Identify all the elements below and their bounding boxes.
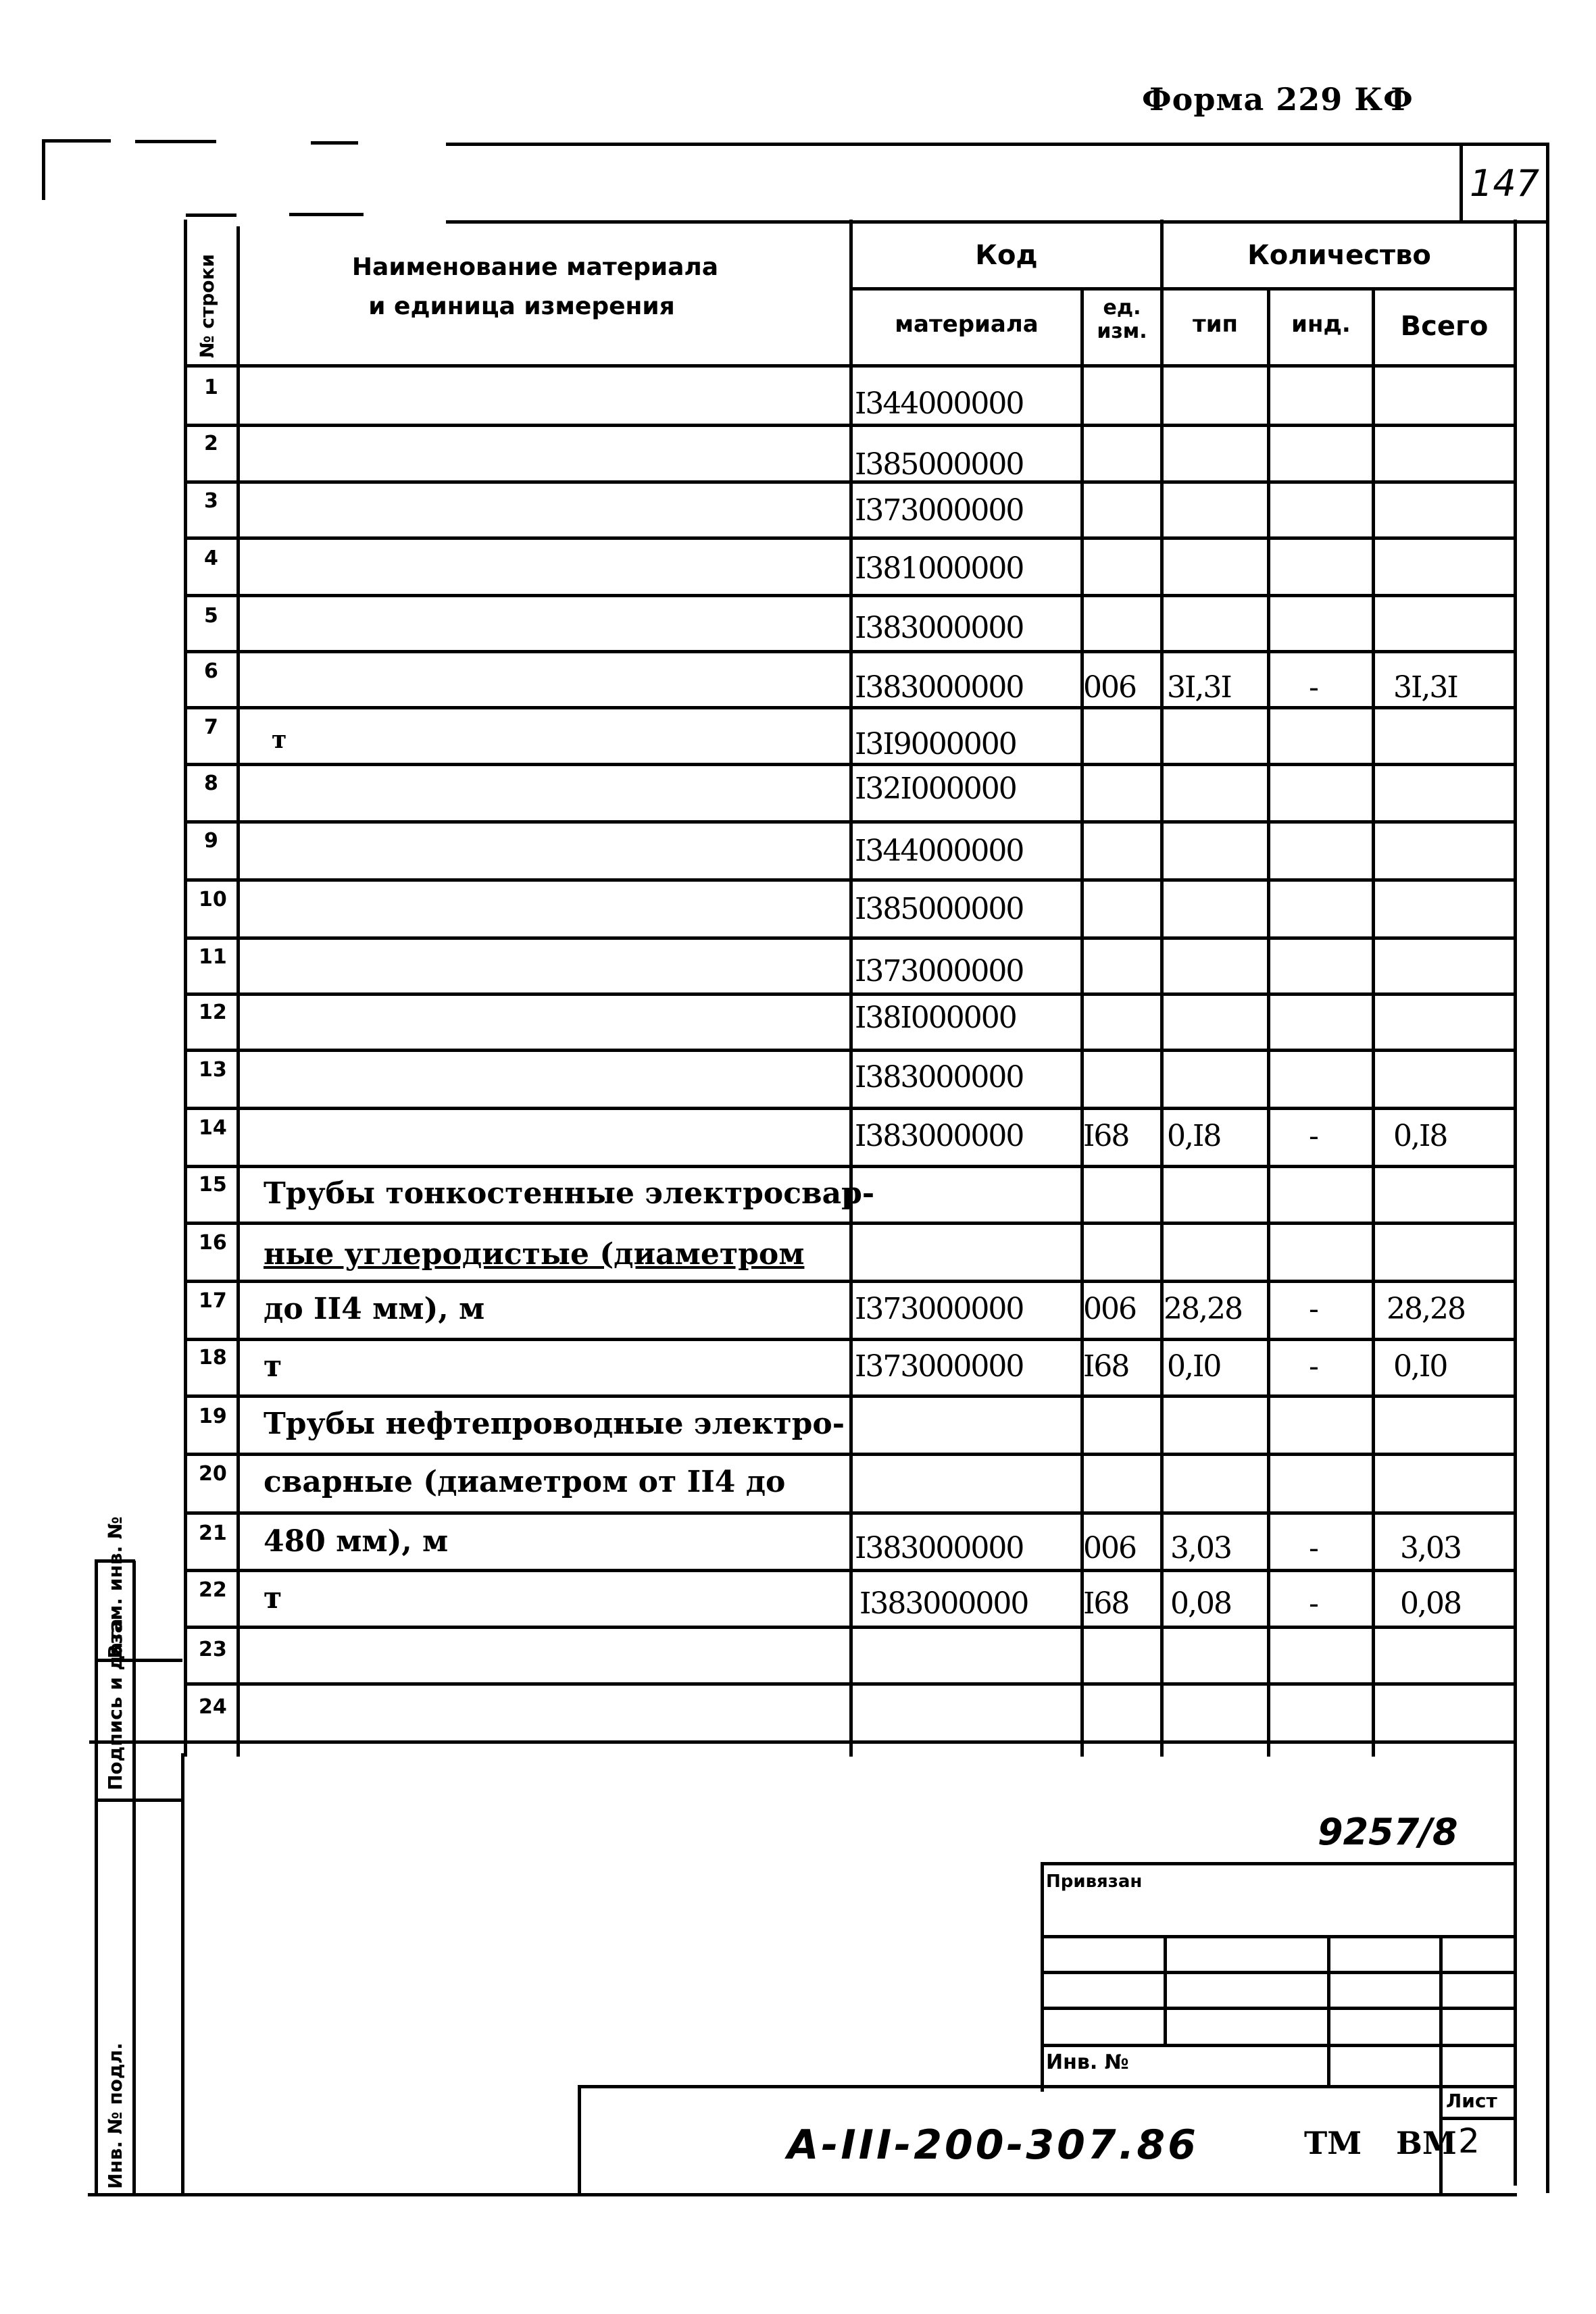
material-name: сварные (диаметром от II4 до [264,1465,786,1499]
row-sep [184,1511,1517,1515]
row-sep [184,1682,1517,1686]
qty-ind: - [1309,1292,1318,1326]
side-stamp-inner [132,1561,136,2196]
stamp-line-3 [1041,2007,1517,2010]
header-code-group: Код [975,240,1038,271]
row-number: 1 [204,376,218,399]
row-sep [184,1569,1517,1572]
material-code: I383000000 [859,1586,1028,1621]
outer-frame-top-segment-4 [446,143,1547,146]
row-sep [184,594,1517,597]
material-name: т [264,1349,282,1384]
row-number: 15 [199,1173,227,1197]
sheet-label-sep [1439,2117,1517,2120]
material-code: I383000000 [855,670,1024,705]
lower-frame-left [181,1753,184,2196]
qty-type: 0,08 [1170,1586,1231,1621]
row-number: 7 [204,715,218,739]
document-code: А-III-200-307.86 [787,2121,1199,2169]
unit-code: 006 [1083,670,1136,705]
row-sep [184,1107,1517,1110]
row-number: 10 [199,888,227,911]
signature-date-label: Подпись и дата [104,1618,126,1790]
row-number: 21 [199,1521,227,1545]
qty-ind: - [1309,1586,1318,1621]
row-sep [184,424,1517,427]
outer-frame-top-segment-2 [135,140,216,143]
row-sep [184,1338,1517,1341]
row-number: 6 [204,659,218,683]
qty-total: 3,03 [1400,1531,1461,1565]
section-vm: ВМ [1396,2125,1457,2161]
row-sep [184,1626,1517,1629]
row-number: 23 [199,1638,227,1661]
row-sep [184,992,1517,996]
material-code: I3I9000000 [855,727,1016,761]
side-stamp-outer-left [95,1561,98,2196]
row-number: 14 [199,1116,227,1140]
unit-code: I68 [1083,1586,1129,1621]
material-code: I381000000 [855,551,1024,586]
sheet-label: Лист [1446,2090,1497,2112]
material-name: т [272,726,287,754]
qty-ind: - [1309,1531,1318,1565]
row-sep [184,650,1517,653]
row-number: 11 [199,945,227,969]
material-code: I344000000 [855,386,1024,421]
row-number: 17 [199,1289,227,1313]
row-sep [184,1165,1517,1168]
material-code: I344000000 [855,834,1024,868]
material-code: I383000000 [855,1060,1024,1095]
row-number: 18 [199,1346,227,1369]
row-number: 4 [204,547,218,570]
qty-total: 0,I0 [1393,1349,1447,1384]
material-name: Трубы тонкостенные электросвар- [264,1176,875,1211]
row-sep [184,536,1517,540]
material-code: I373000000 [855,1349,1024,1384]
material-code: I32I000000 [855,772,1016,806]
qty-total: 0,I8 [1393,1119,1447,1153]
table-top-left [186,213,236,217]
outer-frame-top-segment-3 [311,141,358,145]
outer-frame-left [42,139,45,200]
row-number: 8 [204,772,218,795]
header-qty-group: Количество [1247,240,1431,271]
sheet-value: 2 [1458,2121,1480,2161]
outer-frame-right [1546,143,1549,2193]
stamp-col-2 [1327,1935,1330,2088]
stamp-top [1041,1862,1517,1865]
lower-frame-bottom [88,2193,1517,2196]
header-name-line1: Наименование материала [351,253,719,281]
stamp-line-1 [1041,1935,1517,1938]
qty-type: 0,I0 [1167,1349,1221,1384]
row-number: 5 [204,604,218,628]
material-code: I373000000 [855,493,1024,528]
header-row-number: № строки [196,253,218,358]
material-code: I373000000 [855,954,1024,988]
materials-table [184,220,1517,1760]
material-code: I383000000 [855,1531,1024,1565]
row-number: 3 [204,489,218,513]
unit-code: 006 [1083,1531,1136,1565]
stamp-col-1 [1164,1935,1167,2044]
unit-code: I68 [1083,1349,1129,1384]
title-box-left [578,2085,581,2196]
qty-ind: - [1309,670,1318,705]
row-sep [184,763,1517,766]
row-sep [184,1222,1517,1225]
row-sep [184,1394,1517,1398]
row-number: 2 [204,432,218,455]
qty-ind: - [1309,1349,1318,1384]
row-sep [89,1740,1517,1744]
qty-total: 0,08 [1400,1586,1461,1621]
row-number: 12 [199,1001,227,1024]
row-number: 13 [199,1058,227,1082]
form-label: Форма 229 КФ [1142,81,1414,118]
qty-total: 28,28 [1387,1292,1465,1326]
row-sep [184,878,1517,882]
section-tm: ТМ [1304,2125,1362,2161]
row-number: 19 [199,1405,227,1428]
row-number: 16 [199,1231,227,1255]
qty-ind: - [1309,1119,1318,1153]
qty-type: 0,I8 [1167,1119,1221,1153]
unit-code: I68 [1083,1119,1129,1153]
qty-type: 3,03 [1170,1531,1231,1565]
header-name-line2: и единица измерения [368,293,675,320]
material-code: I383000000 [855,611,1024,645]
table-body [184,368,1517,1759]
header-qty-total: Всего [1400,311,1489,342]
row-sep [184,706,1517,709]
row-sep [184,1453,1517,1456]
row-number: 20 [199,1462,227,1486]
qty-total: 3I,3I [1393,670,1457,705]
header-unit-2: изм. [1097,320,1147,343]
row-sep [184,820,1517,824]
material-name: 480 мм), м [264,1524,449,1559]
replaced-inv-label: Взам. инв. № [104,1516,126,1659]
unit-code: 006 [1083,1292,1136,1326]
bound-label: Привязан [1046,1871,1143,1892]
inv-number-label: Инв. № [1046,2051,1129,2074]
inv-original-label: Инв. № подл. [104,2042,126,2189]
row-number: 9 [204,829,218,853]
table-top-mid [289,213,364,216]
material-code: I385000000 [855,447,1024,482]
material-name: ные углеродистые (диаметром [264,1237,805,1272]
row-sep [184,1280,1517,1283]
header-code-material: материала [895,311,1039,338]
side-stamp-sep-2 [95,1799,182,1802]
material-code: I385000000 [855,892,1024,926]
row-number: 24 [199,1695,227,1719]
stamp-line-4 [1041,2044,1517,2047]
handwritten-archive-number: 9257/8 [1318,1811,1458,1853]
row-number: 22 [199,1578,227,1602]
material-code: I38I000000 [855,1001,1016,1035]
header-qty-type: тип [1192,311,1239,338]
material-name: Трубы нефтепроводные электро- [264,1407,845,1441]
qty-type: 3I,3I [1167,670,1231,705]
row-sep [184,480,1517,484]
qty-type: 28,28 [1164,1292,1242,1326]
outer-frame-top-segment-1 [43,139,111,143]
sheet-number-handwritten: 147 [1470,162,1540,205]
header-qty-ind: инд. [1291,311,1351,338]
header-unit-1: ед. [1103,296,1141,320]
row-sep [184,1049,1517,1052]
header-sub-line [849,287,1517,291]
sheet-box-left [1460,144,1463,222]
material-name: т [264,1581,282,1615]
row-sep [184,936,1517,940]
stamp-left [1041,1862,1044,2092]
material-code: I383000000 [855,1119,1024,1153]
title-box-top [578,2085,1517,2088]
stamp-line-2 [1041,1971,1517,1974]
material-name: до II4 мм), м [264,1292,485,1326]
material-code: I373000000 [855,1292,1024,1326]
